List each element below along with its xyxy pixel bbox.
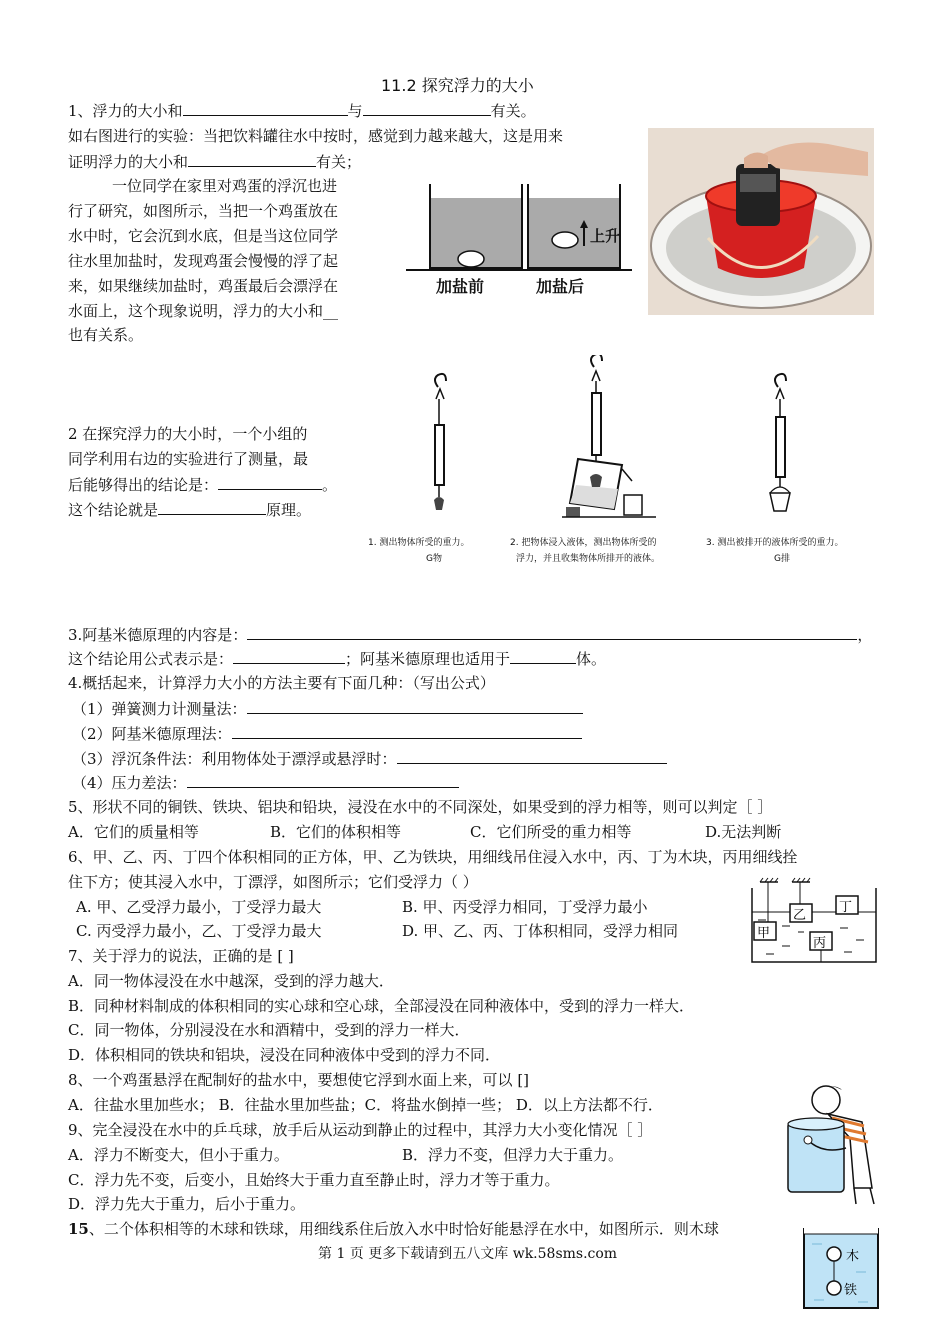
after-label: 加盐后 [536,277,585,296]
q9-option-b[interactable]: B．浮力不变，但浮力大于重力。 [402,1146,624,1164]
q5-question: 5、形状不同的铜铁、铁块、铝块和铅块，浸没在水中的不同深处，如果受到的浮力相等，则可以判定［ ］ [68,798,773,816]
caption-2: 2. 把物体浸入液体，测出物体所受的 [510,538,657,548]
label-bing: 丙 [813,936,827,951]
q4-m4: （4）压力差法： [72,772,459,793]
q2-line4: 这个结论就是 原理。 [68,501,312,519]
q7-option-d[interactable]: D．体积相同的铁块和铝块，浸没在同种液体中受到的浮力不同． [68,1046,501,1064]
label-ding: 丁 [839,900,853,915]
egg-line: 行了研究，如图所示，当把一个鸡蛋放在 [68,202,339,220]
wood-iron-balls-figure [800,1224,882,1312]
caption-3b: G排 [774,554,790,564]
egg-line: 也有关系。 [68,326,144,344]
egg-line: 水中时，它会沉到水底，但是当这位同学 [68,227,339,245]
q5-option-d[interactable]: D.无法判断 [705,823,782,841]
q1-line2: 如右图进行的实验：当把饮料罐往水中按时，感觉到力越来越大，这是用来 [68,127,564,145]
can-bucket-photo [648,128,874,315]
label-iron: 铁 [844,1283,858,1298]
blank[interactable] [232,723,582,739]
q6-option-b[interactable]: B. 甲、丙受浮力相同，丁受浮力最小 [402,898,648,916]
blank[interactable] [247,698,583,714]
q1-line1: 1、浮力的大小和 与 有关。 [68,102,536,120]
q6-option-c[interactable]: C. 丙受浮力最小，乙、丁受浮力最大 [76,922,322,940]
boy-with-tank-figure [784,1078,880,1206]
q5-option-b[interactable]: B．它们的体积相等 [270,823,402,841]
four-blocks-figure [748,876,880,966]
q9-question: 9、完全浸没在水中的乒乓球，放手后从运动到静止的过程中，其浮力大小变化情况［ ］ [68,1121,653,1139]
q6-option-a[interactable]: A. 甲、乙受浮力最小，丁受浮力最大 [76,898,322,916]
caption-1b: G物 [426,554,442,564]
q4-m3: （3）浮沉条件法：利用物体处于漂浮或悬浮时： [72,748,667,769]
q15-line: 15、二个体积相等的木球和铁球，用细线系住后放入水中时恰好能悬浮在水中，如图所示．则木球 [68,1220,719,1238]
iron-ball [827,1281,841,1295]
q4-head: 4.概括起来，计算浮力大小的方法主要有下面几种：（写出公式） [68,674,495,692]
q7-question: 7、关于浮力的说法，正确的是 [ ] [68,947,294,965]
egg-line: 一位同学在家里对鸡蛋的浮沉也进 [112,177,338,195]
q4-m2: （2）阿基米德原理法： [72,723,582,744]
blank[interactable] [510,648,576,664]
blank[interactable] [218,474,322,490]
egg-line: 水面上，这个现象说明，浮力的大小和__ [68,302,339,320]
q6-option-d[interactable]: D. 甲、乙、丙、丁体积相同，受浮力相同 [402,922,679,940]
egg-line: 来，如果继续加盐时，鸡蛋最后会漂浮在 [68,277,339,295]
q1-line3: 证明浮力的大小和 有关； [68,153,362,171]
egg-after [552,232,578,248]
egg-before [458,251,484,267]
page-title: 11.2 探究浮力的大小 [381,76,534,95]
spring-scale-2 [562,355,656,517]
q7-option-a[interactable]: A．同一物体浸没在水中越深，受到的浮力越大． [68,972,394,990]
blank[interactable] [397,748,667,764]
q7-option-c[interactable]: C．同一物体，分别浸没在水和酒精中，受到的浮力一样大． [68,1021,470,1039]
blank[interactable] [188,151,316,167]
q9-option-c[interactable]: C．浮力先不变，后变小，且始终大于重力直至静止时，浮力才等于重力。 [68,1171,560,1189]
q6-line1: 6、甲、乙、丙、丁四个体积相同的正方体，甲、乙为铁块，用细线吊住浸入水中，丙、丁为木块，丙用细线拴 [68,848,798,866]
page-footer: 第 1 页 更多下载请到五八文库 wk.58sms.com [318,1246,618,1262]
egg-line: 往水里加盐时，发现鸡蛋会慢慢的浮了起 [68,252,339,270]
label-wood: 木 [846,1249,860,1264]
q5-option-c[interactable]: C．它们所受的重力相等 [470,823,632,841]
wood-ball [827,1247,841,1261]
blank[interactable] [187,772,459,788]
q4-m1: （1）弹簧测力计测量法： [72,698,583,719]
spring-scale-3 [770,374,790,511]
q2-line3: 后能够得出的结论是： 。 [68,476,338,494]
blank[interactable] [183,100,348,116]
q2-line1: 2 在探究浮力的大小时，一个小组的 [68,425,308,443]
q3-line1: 3.阿基米德原理的内容是： ， [68,626,873,644]
q7-option-b[interactable]: B．同种材料制成的体积相同的实心球和空心球，全部浸没在同种液体中，受到的浮力一样大． [68,997,695,1015]
caption-3: 3. 测出被排开的液体所受的重力。 [706,538,844,548]
blank[interactable] [247,624,857,640]
caption-2b: 浮力，并且收集物体所排开的液体。 [516,554,661,564]
q9-option-a[interactable]: A．浮力不断变大，但小于重力。 [68,1146,289,1164]
up-label: 上升 [590,227,621,245]
blank[interactable] [363,100,491,116]
blank[interactable] [233,648,345,664]
label-jia: 甲 [757,926,771,941]
q8-question: 8、一个鸡蛋悬浮在配制好的盐水中，要想使它浮到水面上来，可以 [] [68,1071,530,1089]
label-yi: 乙 [793,908,807,923]
archimedes-experiment-figure [366,355,886,575]
q9-option-d[interactable]: D．浮力先大于重力，后小于重力。 [68,1195,306,1213]
before-label: 加盐前 [436,277,485,296]
egg-beaker-figure [404,180,634,300]
q2-line2: 同学利用右边的实验进行了测量，最 [68,450,309,468]
spring-scale-1 [434,374,446,510]
q6-line2: 住下方；使其浸入水中，丁漂浮，如图所示；它们受浮力（ ） [68,873,478,891]
q5-option-a[interactable]: A．它们的质量相等 [68,823,199,841]
q8-options[interactable]: A．往盐水里加些水； B．往盐水里加些盐；C．将盐水倒掉一些； D．以上方法都不行． [68,1096,663,1114]
q3-line2: 这个结论用公式表示是： ；阿基米德原理也适用于 体。 [68,650,607,668]
blank[interactable] [158,499,266,515]
caption-1: 1. 测出物体所受的重力。 [368,538,470,548]
